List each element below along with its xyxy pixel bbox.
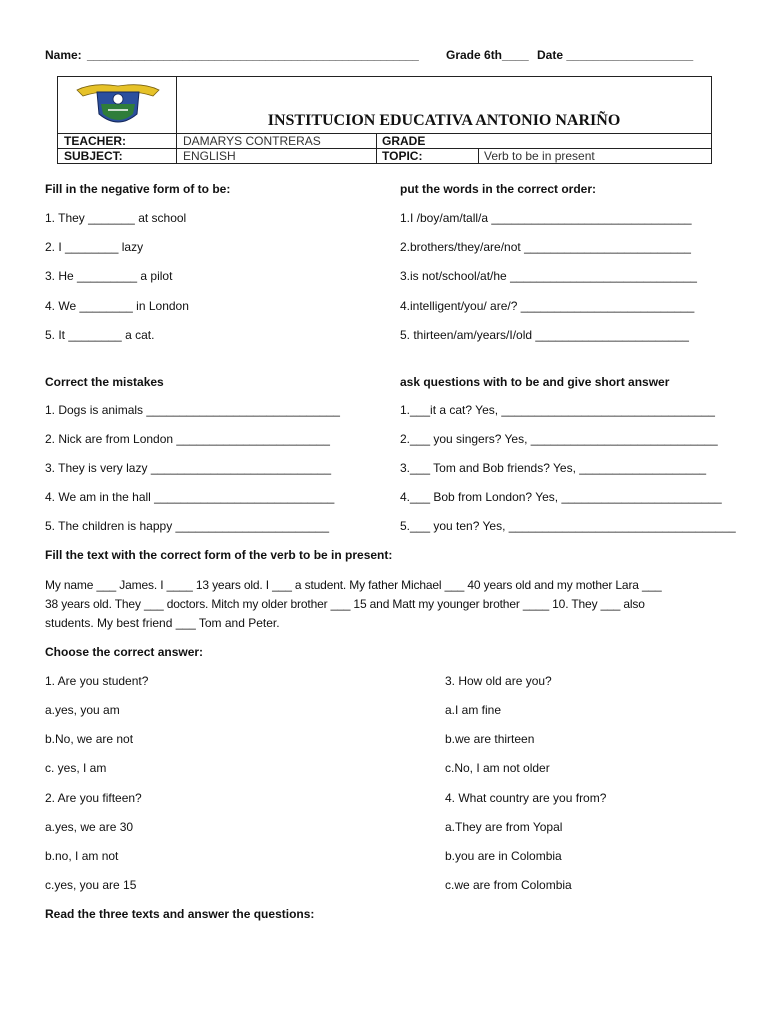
- mc-option[interactable]: c.we are from Colombia: [445, 878, 572, 892]
- word-order-item[interactable]: 3.is not/school/at/he ____________________________: [400, 269, 697, 283]
- negative-item[interactable]: 5. It ________ a cat.: [45, 328, 155, 342]
- fill-text-title: Fill the text with the correct form of the verb to be in present:: [45, 548, 393, 562]
- mc-option[interactable]: c.No, I am not older: [445, 761, 550, 775]
- grade-field[interactable]: Grade 6th____: [446, 48, 529, 62]
- mistake-item[interactable]: 3. They is very lazy ___________________________: [45, 461, 332, 475]
- mc-option[interactable]: a.They are from Yopal: [445, 820, 563, 834]
- teacher-label: TEACHER:: [64, 134, 126, 148]
- mc-option[interactable]: a.yes, you am: [45, 703, 120, 717]
- mc-option[interactable]: b.no, I am not: [45, 849, 119, 863]
- mistake-item[interactable]: 2. Nick are from London _______________________: [45, 432, 330, 446]
- read-texts-title: Read the three texts and answer the questions:: [45, 907, 315, 921]
- mc-question-1: 1. Are you student?: [45, 674, 149, 688]
- mc-option[interactable]: c.yes, you are 15: [45, 878, 137, 892]
- name-blank[interactable]: ____________________________________________________: [87, 48, 419, 62]
- mc-option[interactable]: b.you are in Colombia: [445, 849, 562, 863]
- negative-item[interactable]: 4. We ________ in London: [45, 299, 189, 313]
- mc-option[interactable]: b.we are thirteen: [445, 732, 535, 746]
- question-item[interactable]: 1.___it a cat? Yes, ________________________________: [400, 403, 715, 417]
- topic-label: TOPIC:: [382, 149, 423, 163]
- mistake-item[interactable]: 1. Dogs is animals _____________________________: [45, 403, 340, 417]
- topic-value: Verb to be in present: [484, 149, 595, 163]
- mc-option[interactable]: b.No, we are not: [45, 732, 134, 746]
- fill-text-line[interactable]: 38 years old. They ___ doctors. Mitch my older brother ___ 15 and Matt my younger brother ____ 10. They ___ also: [45, 597, 645, 611]
- questions-title: ask questions with to be and give short answer: [400, 375, 670, 389]
- name-label: Name:: [45, 48, 82, 62]
- word-order-item[interactable]: 4.intelligent/you/ are/? __________________________: [400, 299, 695, 313]
- subject-value: ENGLISH: [183, 149, 236, 163]
- subject-label: SUBJECT:: [64, 149, 123, 163]
- mc-question-4: 4. What country are you from?: [445, 791, 607, 805]
- mc-option[interactable]: a.I am fine: [445, 703, 502, 717]
- word-order-item[interactable]: 2.brothers/they/are/not _________________________: [400, 240, 691, 254]
- fill-text-line[interactable]: My name ___ James. I ____ 13 years old. I ___ a student. My father Michael ___ 40 years old and my mother Lara ___: [45, 578, 662, 592]
- choose-answer-title: Choose the correct answer:: [45, 645, 204, 659]
- negative-item[interactable]: 2. I ________ lazy: [45, 240, 144, 254]
- correct-mistakes-title: Correct the mistakes: [45, 375, 164, 389]
- negative-item[interactable]: 1. They _______ at school: [45, 211, 187, 225]
- mc-question-3: 3. How old are you?: [445, 674, 552, 688]
- word-order-item[interactable]: 5. thirteen/am/years/I/old _______________________: [400, 328, 689, 342]
- logo-cell: [58, 77, 177, 133]
- fill-text-line[interactable]: students. My best friend ___ Tom and Peter.: [45, 616, 280, 630]
- question-item[interactable]: 5.___ you ten? Yes, __________________________________: [400, 519, 736, 533]
- mc-option[interactable]: a.yes, we are 30: [45, 820, 134, 834]
- question-item[interactable]: 4.___ Bob from London? Yes, ________________________: [400, 490, 722, 504]
- mc-option[interactable]: c. yes, I am: [45, 761, 107, 775]
- mistake-item[interactable]: 5. The children is happy _______________________: [45, 519, 330, 533]
- question-item[interactable]: 2.___ you singers? Yes, ____________________________: [400, 432, 718, 446]
- negative-form-title: Fill in the negative form of to be:: [45, 182, 231, 196]
- grade-cell-label: GRADE: [382, 134, 426, 148]
- word-order-item[interactable]: 1.I /boy/am/tall/a ______________________________: [400, 211, 692, 225]
- negative-item[interactable]: 3. He _________ a pilot: [45, 269, 173, 283]
- word-order-title: put the words in the correct order:: [400, 182, 597, 196]
- school-title: INSTITUCION EDUCATIVA ANTONIO NARIÑO: [267, 112, 621, 129]
- school-shield-logo: [73, 80, 163, 130]
- teacher-value: DAMARYS CONTRERAS: [183, 134, 321, 148]
- question-item[interactable]: 3.___ Tom and Bob friends? Yes, ___________________: [400, 461, 707, 475]
- mc-question-2: 2. Are you fifteen?: [45, 791, 142, 805]
- date-field[interactable]: Date ___________________: [537, 48, 694, 62]
- mistake-item[interactable]: 4. We am in the hall ___________________________: [45, 490, 335, 504]
